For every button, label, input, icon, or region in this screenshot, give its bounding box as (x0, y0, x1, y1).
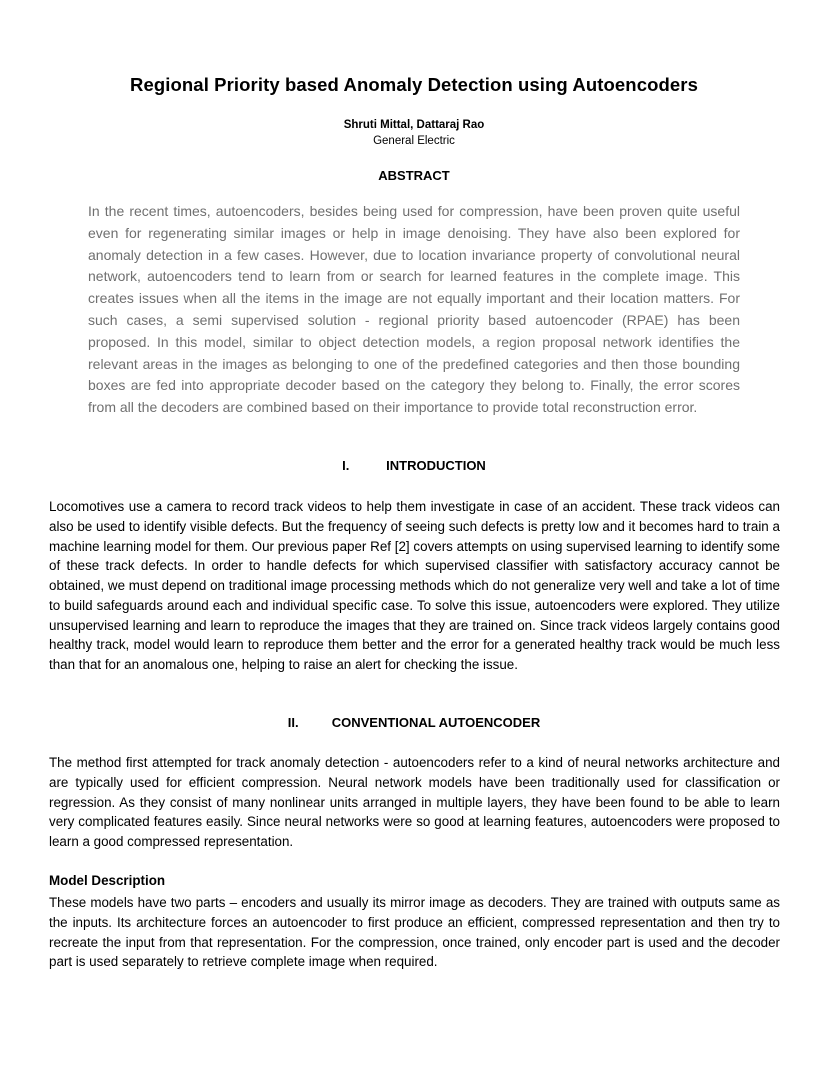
abstract-heading: ABSTRACT (378, 168, 450, 183)
model-description-text: These models have two parts – encoders and usually its mirror image as decoders. They are trained with outputs same as the inputs. Its architecture forces an autoencoder to first produce an efficient, compressed representation and then try to recreate the input from that representation. For the compression, once trained, only encoder part is used and the decoder part is used separately to retrieve complete image when required. (49, 895, 780, 970)
model-description-heading: Model Description (49, 873, 166, 888)
abstract-text: In the recent times, autoencoders, besides being used for compression, have been proven quite useful even for regenerating similar images or help in image denoising. They have also been explored for anomaly detection in a few cases. However, due to location invariance property of convolutional neural network, autoencoders tend to learn from or search for learned features in the complete image. This creates issues when all the items in the image are not equally important and their location matters. For such cases, a semi supervised solution - regional priority based autoencoder (RPAE) has been proposed. In this model, similar to object detection models, a region proposal network identifies the relevant areas in the images as belonging to one of the predefined categories and then those bounding boxes are fed into appropriate decoder based on the category they belong to. Finally, the error scores from all the decoders are combined based on their importance to provide total reconstruction error. (88, 203, 740, 416)
section-heading-conventional-autoencoder (0, 715, 828, 730)
paper-title: Regional Priority based Anomaly Detection using Autoencoders (130, 74, 698, 95)
section-number: I. (342, 458, 350, 473)
conventional-autoencoder-text: The method first attempted for track anomaly detection - autoencoders refer to a kind of neural networks architecture and are typically used for efficient compression. Neural network models have been traditionally used for classification or regression. As they consist of many nonlinear units arranged in multiple layers, they have been found to be able to learn very complicated features easily. Since neural networks were so good at learning features, autoencoders were proposed to learn a good compressed representation. (49, 755, 780, 849)
introduction-text: Locomotives use a camera to record track videos to help them investigate in case of an accident. These track videos can also be used to identify visible defects. But the frequency of seeing such defects is pretty low and it becomes hard to train a machine learning model for them. Our previous paper Ref [2] covers attempts on using supervised learning to identify some of these track defects. In order to handle defects for which supervised classifier with satisfactory accuracy cannot be obtained, we must depend on traditional image processing methods which do not generalize very well and take a lot of time to build safeguards around each and individual specific case. To solve this issue, autoencoders were explored. They utilize unsupervised learning and learn to reproduce the images that they are trained on. Since track videos largely contains good healthy track, model would learn to reproduce them better and the error for a generated healthy track would be much less than that for an anomalous one, helping to raise an alert for checking the issue. (49, 499, 780, 672)
section-number: II. (287, 715, 299, 730)
section-heading-introduction (0, 458, 828, 473)
paper-authors: Shruti Mittal, Dattaraj Rao (343, 119, 485, 131)
section-title: INTRODUCTION (386, 458, 486, 473)
paper-affiliation: General Electric (373, 135, 455, 147)
section-title: CONVENTIONAL AUTOENCODER (331, 715, 541, 730)
